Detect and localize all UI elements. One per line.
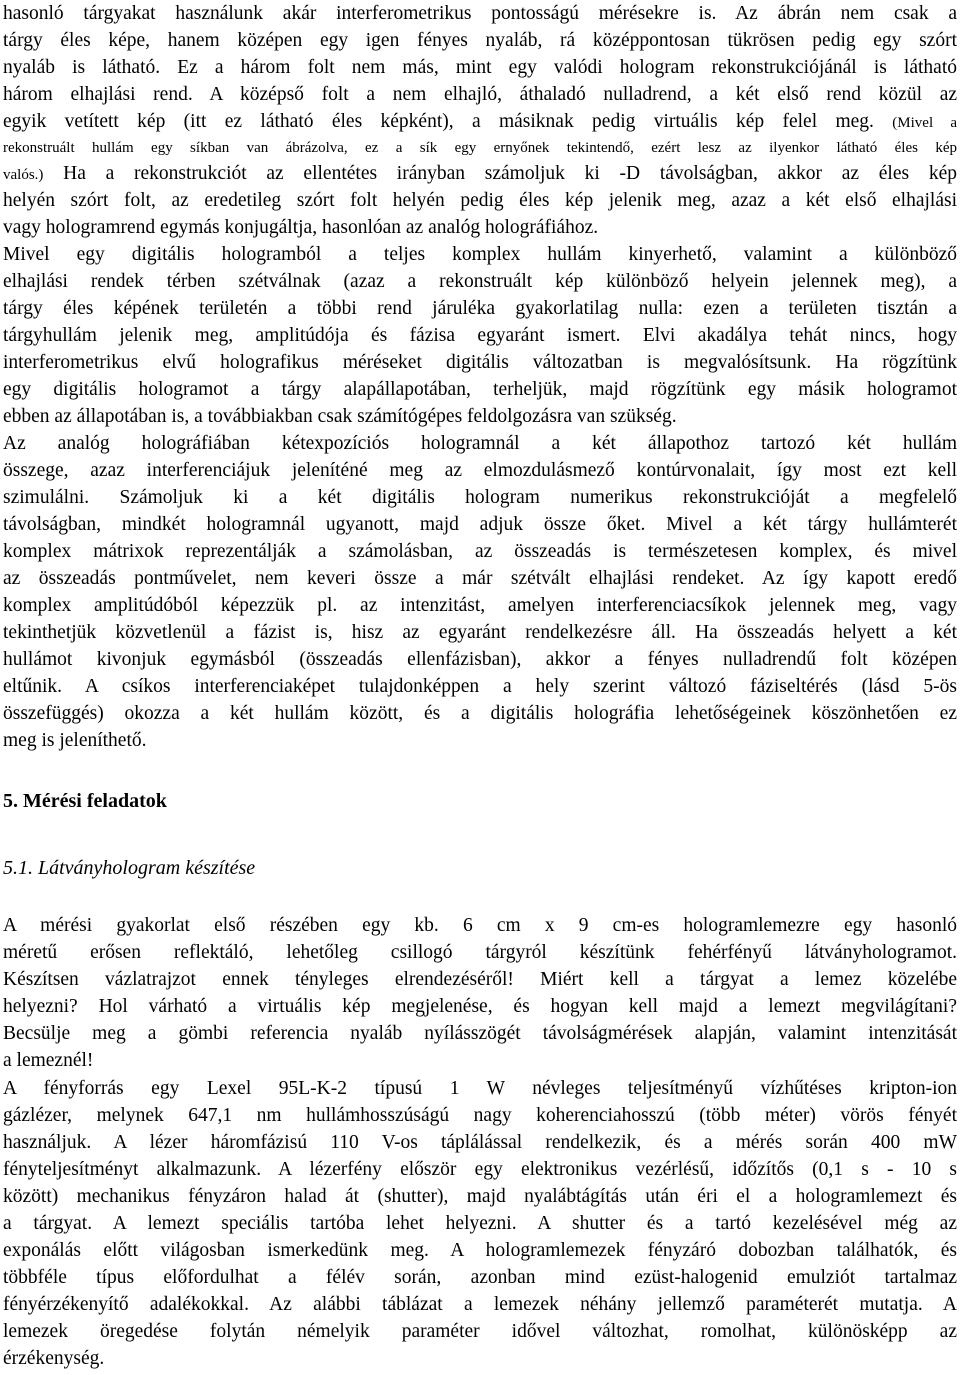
text-span: Ha a rekonstrukciót az ellentétes irányban számoljuk ki -D távolságban, akkor az éles kép [63, 163, 957, 184]
text-line: tárgyhullám jelenik meg, amplitúdója és fázisa egyaránt ismert. Elvi akadálya tehát nincs, hogy [3, 325, 957, 346]
text-line: fényteljesítményt alkalmazunk. A lézerfény először egy elektronikus vezérlésű, időzítős (0,1 s - 10 s [3, 1159, 957, 1180]
text-line: az összeadás pontművelet, nem keveri össze a már szétvált elhajlási rendeket. Az így kapott eredő [3, 568, 957, 589]
text-line [3, 110, 957, 134]
text-line: tekinthetjük közvetlenül a fázist is, hisz az egyaránt rendelkezésre áll. Ha összeadás helyett a két [3, 622, 957, 643]
text-line: összege, azaz interferenciájuk jeleníténé meg az elmozdulásmező kontúrvonalait, így most ezt kell [3, 460, 957, 481]
text-line: meg is jeleníthető. [3, 730, 147, 751]
small-text-span: valós.) [3, 167, 44, 183]
text-line: exponálás előtt világosban ismerkedünk meg. A hologramlemezek fényzáró dobozban találhatók, és [3, 1240, 957, 1261]
text-line: elhajlási rendek térben szétválnak (azaz a rekonstruált kép különböző helyein jelennek meg), a [3, 271, 957, 292]
text-line [3, 162, 957, 186]
text-line: komplex amplitúdóból képezzük pl. az intenzitást, amelyen interferenciacsíkok jelennek meg, vagy [3, 595, 957, 616]
subsection-heading: 5.1. Látványhologram készítése [3, 857, 256, 879]
text-line: tárgy éles képe, hanem középen egy igen fényes nyaláb, rá középpontosan tükrösen pedig egy szórt [3, 30, 957, 51]
text-line: távolságban, mindkét hologramnál ugyanott, majd adjuk össze őket. Mivel a két tárgy hullámterét [3, 514, 957, 535]
text-span: egyik vetített kép (itt ez látható éles képként), a másiknak pedig virtuális kép felel meg. [3, 111, 874, 132]
text-line: a lemeznél! [3, 1050, 94, 1071]
text-line: Mivel egy digitális hologramból a teljes komplex hullám kinyerhető, valamint a különböző [3, 244, 957, 265]
text-line: Készítsen vázlatrajzot ennek tényleges elrendezéséről! Miért kell a tárgyat a lemez közelébe [3, 969, 957, 990]
text-line: hasonló tárgyakat használunk akár interferometrikus pontosságú mérésekre is. Az ábrán nem csak a [3, 3, 957, 24]
text-line: nyaláb is látható. Ez a három folt nem más, mint egy valódi hologram rekonstrukciójánál is látható [3, 57, 957, 78]
text-line: a tárgyat. A lemezt speciális tartóba lehet helyezni. A shutter és a tartó kezelésével még az [3, 1213, 957, 1234]
small-text-line: rekonstruált hullám egy síkban van ábrázolva, ez a sík egy ernyőnek tekintendő, ezért lesz az ilyenkor látható éles kép [3, 140, 957, 156]
text-line: fényérzékenyítő adalékokkal. Az alábbi táblázat a lemezek néhány jellemző paraméterét mutatja. A [3, 1294, 957, 1315]
text-line: méretű erősen reflektáló, lehetőleg csillogó tárgyról készítünk fehérfényű látványhologramot. [3, 942, 957, 963]
text-line: interferometrikus elvű holografikus méréseket digitális változatban is megvalósítsunk. Ha rögzítünk [3, 352, 957, 373]
text-line: A fényforrás egy Lexel 95L-K-2 típusú 1 W névleges teljesítményű vízhűtéses kripton-ion [3, 1078, 957, 1099]
text-line: három elhajlási rend. A középső folt a nem elhajló, áthaladó nulladrend, a két első rend közül az [3, 84, 957, 105]
text-line: helyén szórt folt, az eredetileg szórt folt helyén pedig éles kép jelenik meg, azaz a két első elhajlási [3, 190, 957, 211]
text-line: tárgy éles képének területén a többi rend járuléka gyakorlatilag nulla: ezen a területen tisztán a [3, 298, 957, 319]
text-line: A mérési gyakorlat első részében egy kb. 6 cm x 9 cm-es hologramlemezre egy hasonló [3, 915, 957, 936]
text-line: komplex mátrixok reprezentálják a számolásban, az összeadás is természetesen komplex, és mivel [3, 541, 957, 562]
text-line: gázlézer, melynek 647,1 nm hullámhosszúságú nagy koherenciahosszú (több méter) vörös fényét [3, 1105, 957, 1126]
text-line: vagy hologramrend egymás konjugáltja, hasonlóan az analóg holográfiához. [3, 217, 599, 238]
text-line: hullámot kivonjuk egymásból (összeadás ellenfázisban), akkor a fényes nulladrendű folt középen [3, 649, 957, 670]
text-line: érzékenység. [3, 1348, 105, 1369]
text-line: helyezni? Hol várható a virtuális kép megjelenése, és hogyan kell majd a lemezt megvilágítani? [3, 996, 957, 1017]
text-line: Az analóg holográfiában kétexpozíciós hologramnál a két állapothoz tartozó két hullám [3, 433, 957, 454]
text-line: Becsülje meg a gömbi referencia nyaláb nyílásszögét távolságmérések alapján, valamint intenzitását [3, 1023, 957, 1044]
text-line: többféle típus előfordulhat a félév során, azonban mind ezüst-halogenid emulziót tartalmaz [3, 1267, 957, 1288]
text-line: szimulálni. Számoljuk ki a két digitális hologram numerikus rekonstrukcióját a megfelelő [3, 487, 957, 508]
small-text-span: (Mivel a [892, 115, 958, 131]
text-line: összefüggés) okozza a két hullám között, és a digitális holográfia lehetőségeinek köszönhetően ez [3, 703, 957, 724]
text-line: lemezek öregedése folytán némelyik paraméter idővel változhat, romolhat, különösképp az [3, 1321, 957, 1342]
text-line: között) mechanikus fényzáron halad át (shutter), majd nyalábtágítás után éri el a hologramlemezt és [3, 1186, 957, 1207]
text-line: eltűnik. A csíkos interferenciaképet tulajdonképpen a hely szerint változó fáziseltérés (lásd 5-ös [3, 676, 957, 697]
section-heading: 5. Mérési feladatok [3, 790, 167, 812]
text-line: egy digitális hologramot a tárgy alapállapotában, terheljük, majd rögzítünk egy másik hologramot [3, 379, 957, 400]
text-line: ebben az állapotában is, a továbbiakban csak számítógépes feldolgozásra van szükség. [3, 406, 677, 427]
text-line: használjuk. A lézer háromfázisú 110 V-os táplálással rendelkezik, és a mérés során 400 mW [3, 1132, 957, 1153]
